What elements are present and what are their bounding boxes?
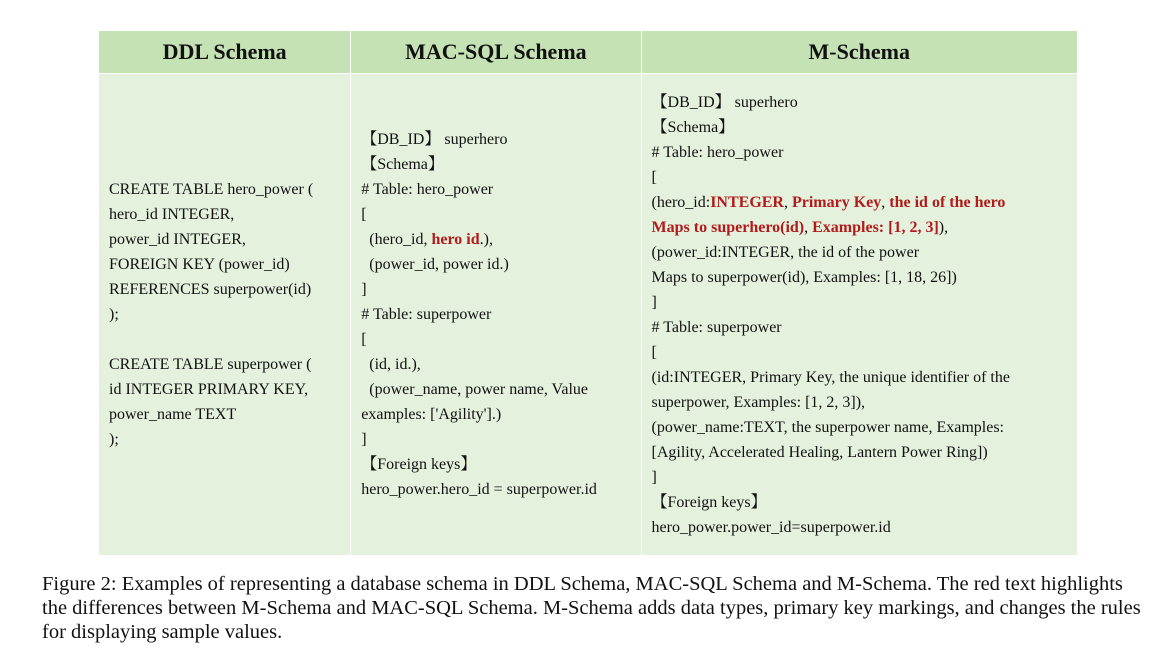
code-text: 【DB_ID】 superhero <box>361 131 508 148</box>
code-line: power_name TEXT <box>109 406 237 423</box>
code-text: # Table: hero_power <box>651 143 784 161</box>
code-text: hero_power.power_id=superpower.id <box>651 518 891 536</box>
code-line <box>652 465 1071 490</box>
code-text: (hero_id, <box>361 231 432 248</box>
code-line: REFERENCES superpower(id) <box>109 281 312 298</box>
schema-comparison-table <box>98 30 1078 556</box>
highlighted-text: INTEGER <box>710 193 784 211</box>
code-text: # Table: superpower <box>651 318 782 336</box>
code-line <box>652 340 1071 365</box>
code-text: [ <box>361 331 367 348</box>
code-line: ); <box>109 306 119 323</box>
code-text: [ <box>361 206 367 223</box>
code-line: CREATE TABLE hero_power ( <box>109 181 314 198</box>
code-line: hero_id INTEGER, <box>109 206 235 223</box>
code-line <box>652 415 1071 440</box>
code-text: ] <box>651 468 657 486</box>
code-text: ), <box>938 218 949 236</box>
code-text: (power_id, power id.) <box>361 256 509 273</box>
code-line <box>361 427 634 452</box>
highlighted-text: Examples: [1, 2, 3] <box>812 218 939 236</box>
code-line <box>652 390 1071 415</box>
code-text: 【Schema】 <box>361 156 444 173</box>
code-line <box>361 327 634 352</box>
highlighted-text: Maps to superhero(id) <box>651 218 805 236</box>
code-line <box>652 165 1071 190</box>
code-line <box>652 190 1071 215</box>
code-line <box>652 290 1071 315</box>
header-mac-sql-schema: MAC-SQL Schema <box>351 31 641 74</box>
code-line <box>361 302 634 327</box>
code-line <box>652 490 1071 515</box>
code-line <box>652 215 1071 240</box>
code-line <box>109 327 344 352</box>
code-line: power_id INTEGER, <box>109 231 246 248</box>
code-text: [ <box>651 168 657 186</box>
header-m-schema: M-Schema <box>641 31 1077 74</box>
code-line <box>652 315 1071 340</box>
code-text: [ <box>651 343 657 361</box>
code-line <box>361 402 634 427</box>
code-line <box>652 115 1071 140</box>
code-text: [Agility, Accelerated Healing, Lantern Power Ring]) <box>651 443 988 461</box>
code-line <box>361 477 634 502</box>
code-text: ] <box>361 431 367 448</box>
header-row <box>99 31 1078 74</box>
code-text: ] <box>361 281 367 298</box>
code-line <box>652 265 1071 290</box>
header-ddl-schema: DDL Schema <box>99 31 351 74</box>
code-text: 【Schema】 <box>651 118 735 136</box>
code-text: , <box>804 218 813 236</box>
code-text: .), <box>479 231 493 248</box>
code-text: examples: ['Agility'].) <box>361 406 502 423</box>
m-schema-cell <box>641 74 1077 556</box>
code-text: (power_name, power name, Value <box>361 381 588 398</box>
code-line: FOREIGN KEY (power_id) <box>109 256 290 273</box>
highlighted-text: hero id <box>431 231 480 248</box>
code-line <box>652 515 1071 540</box>
highlighted-text: the id of the hero <box>889 193 1006 211</box>
code-text: superpower, Examples: [1, 2, 3]), <box>651 393 866 411</box>
highlighted-text: Primary Key <box>791 193 882 211</box>
code-line <box>361 177 634 202</box>
mac-sql-schema-code <box>351 127 640 502</box>
code-line: CREATE TABLE superpower ( <box>109 356 312 373</box>
code-text: ] <box>651 293 657 311</box>
code-line <box>361 352 634 377</box>
code-text: (power_name:TEXT, the superpower name, Examples: <box>651 418 1004 436</box>
code-text: 【Foreign keys】 <box>361 456 477 473</box>
code-line <box>361 277 634 302</box>
code-text: # Table: superpower <box>361 306 492 323</box>
code-line <box>361 452 634 477</box>
code-line <box>652 365 1071 390</box>
code-line <box>361 202 634 227</box>
ddl-schema-cell <box>99 74 351 556</box>
code-line <box>361 377 634 402</box>
code-text: 【Foreign keys】 <box>651 493 767 511</box>
code-text: 【DB_ID】 superhero <box>651 93 798 111</box>
code-line <box>652 240 1071 265</box>
code-line: ); <box>109 431 119 448</box>
code-text: , <box>783 193 792 211</box>
code-text: # Table: hero_power <box>361 181 494 198</box>
code-line <box>652 140 1071 165</box>
code-text: hero_power.hero_id = superpower.id <box>361 481 597 498</box>
code-line: id INTEGER PRIMARY KEY, <box>109 381 309 398</box>
code-text: (id:INTEGER, Primary Key, the unique identifier of the <box>651 368 1010 386</box>
code-line <box>361 152 634 177</box>
code-text: (id, id.), <box>361 356 421 373</box>
code-line <box>652 440 1071 465</box>
content-row <box>99 74 1078 556</box>
code-text: Maps to superpower(id), Examples: [1, 18, 26]) <box>651 268 957 286</box>
ddl-schema-code <box>99 177 350 452</box>
code-line <box>652 90 1071 115</box>
figure-caption: Figure 2: Examples of representing a database schema in DDL Schema, MAC-SQL Schema and M-Schema. The red text highlights the differences between M-Schema and MAC-SQL Schema. M-Schema adds data types, primary key markings, and changes the rules for displaying sample values. <box>42 573 1141 643</box>
code-line <box>361 252 634 277</box>
mac-sql-schema-cell <box>351 74 641 556</box>
code-line <box>361 127 634 152</box>
code-text: (hero_id: <box>651 193 711 211</box>
m-schema-code <box>642 90 1077 540</box>
code-line <box>361 227 634 252</box>
code-text: (power_id:INTEGER, the id of the power <box>651 243 920 261</box>
code-text: , <box>881 193 890 211</box>
